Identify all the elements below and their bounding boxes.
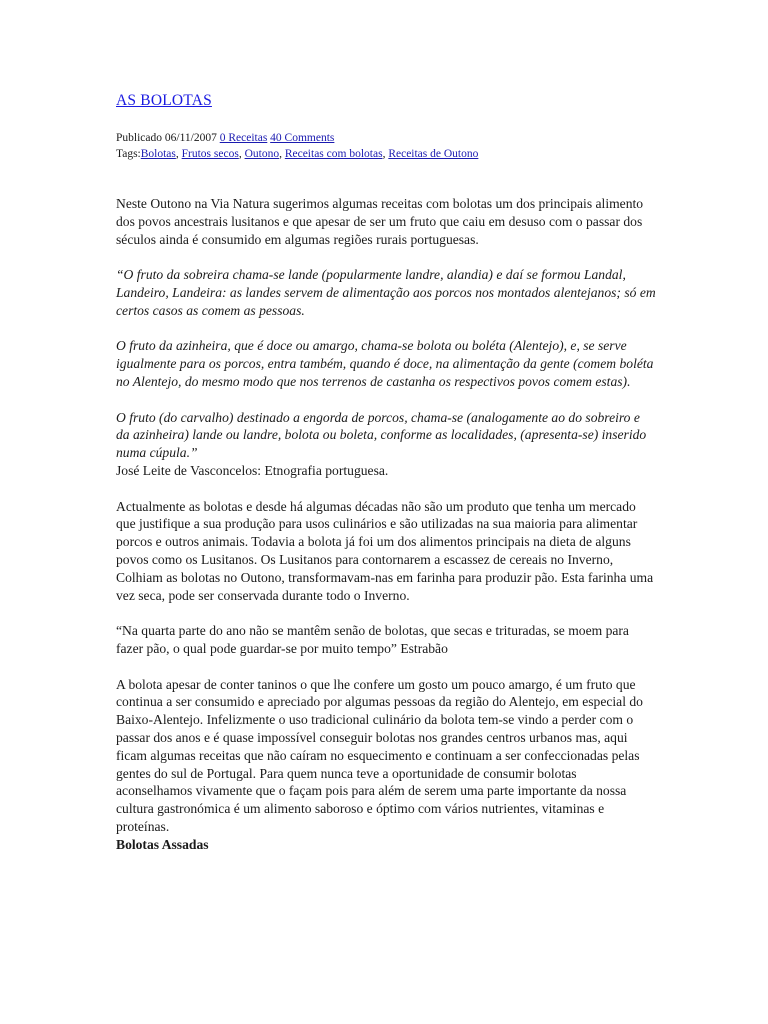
paragraph-actualmente: Actualmente as bolotas e desde há algumas décadas não são um produto que tenha um mercado que justifique a sua produção para usos culinários e são utilizadas na sua maioria para alimentar porcos e outros animais. Todavia a bolota já foi um dos alimentos principais na dieta de alguns povos como os Lusitanos. Os Lusitanos para contornarem a escassez de cereais no Inverno, Colhiam as bolotas no Outono, transformavam-nas em farinha para produzir pão. Esta farinha uma vez seca, pode ser conservada durante todo o Inverno. — [116, 498, 654, 603]
post-meta — [116, 130, 656, 162]
quote-source: José Leite de Vasconcelos: Etnografia portuguesa. — [116, 462, 389, 478]
tag-link-bolotas[interactable]: Bolotas — [140, 148, 176, 160]
tag-link-receitas-com-bolotas[interactable]: Receitas com bolotas — [284, 148, 383, 160]
category-link[interactable]: 0 Receitas — [219, 132, 268, 144]
quote-sobreira: “O fruto da sobreira chama-se lande (popularmente landre, alandia) e daí se formou Landal, Landeiro, Landeira: as landes servem de alimentação aos porcos nos montados alentejanos; só em certos casos as comem as pessoas. — [116, 267, 656, 318]
post-body — [116, 195, 656, 853]
post-title-link[interactable]: AS BOLOTAS — [116, 92, 212, 109]
post-title — [116, 92, 656, 110]
tag-link-frutos-secos[interactable]: Frutos secos — [181, 148, 239, 160]
comments-link[interactable]: 40 Comments — [270, 132, 335, 144]
quote-azinheira: O fruto da azinheira, que é doce ou amargo, chama-se bolota ou boléta (Alentejo), e, se serve igualmente para os porcos, entra também, quando é doce, na alimentação da gente (comem boléta no Alentejo, do mesmo modo que nos terrenos de castanha os respectivos povos comem estas). — [116, 338, 654, 389]
quote-estrabao: “Na quarta parte do ano não se mantêm senão de bolotas, que secas e trituradas, se moem para fazer pão, o qual pode guardar-se por muito tempo” Estrabão — [116, 623, 629, 656]
tags-label: Tags: — [116, 148, 141, 160]
spacer — [116, 162, 656, 195]
post-date: 06/11/2007 — [164, 132, 217, 144]
published-line — [116, 130, 656, 146]
tags-line: Tags:Bolotas, Frutos secos, Outono, Receitas com bolotas, Receitas de Outono — [116, 148, 479, 160]
tag-link-receitas-de-outono[interactable]: Receitas de Outono — [388, 148, 479, 160]
quote-carvalho: O fruto (do carvalho) destinado a engorda de porcos, chama-se (analogamente ao do sobreiro e da azinheira) lande ou landre, bolota ou boleta, conforme as localidades, (apresenta-se) inserido numa cúpula.” — [116, 409, 647, 461]
section-heading-bolotas-assadas: Bolotas Assadas — [116, 836, 209, 852]
post-content — [116, 92, 656, 853]
paragraph-bolota: A bolota apesar de conter taninos o que lhe confere um gosto um pouco amargo, é um fruto que continua a ser consumido e apreciado por algumas pessoas da região do Alentejo, em especial do Baixo-Alentejo. Infelizmente o uso tradicional culinário da bolota tem-se vindo a perder com o passar dos anos e é quase impossível conseguir bolotas nos grandes centros urbanos mas, aqui ficam algumas receitas que não caíram no esquecimento e continuam a ser confeccionadas pelas gentes do sul de Portugal. Para quem nunca teve a oportunidade de consumir bolotas aconselhamos vivamente que o façam pois para além de serem uma parte importante da nossa cultura gastronómica é um alimento saboroso e óptimo com vários nutrientes, vitaminas e proteínas. — [116, 676, 643, 834]
tag-link-outono[interactable]: Outono — [244, 148, 280, 160]
paragraph-intro: Neste Outono na Via Natura sugerimos algumas receitas com bolotas um dos principais alimento dos povos ancestrais lusitanos e que apesar de ser um fruto que caiu em desuso com o passar dos séculos ainda é consumido em algumas regiões rurais portuguesas. — [116, 196, 644, 247]
published-label: Publicado — [116, 132, 162, 144]
